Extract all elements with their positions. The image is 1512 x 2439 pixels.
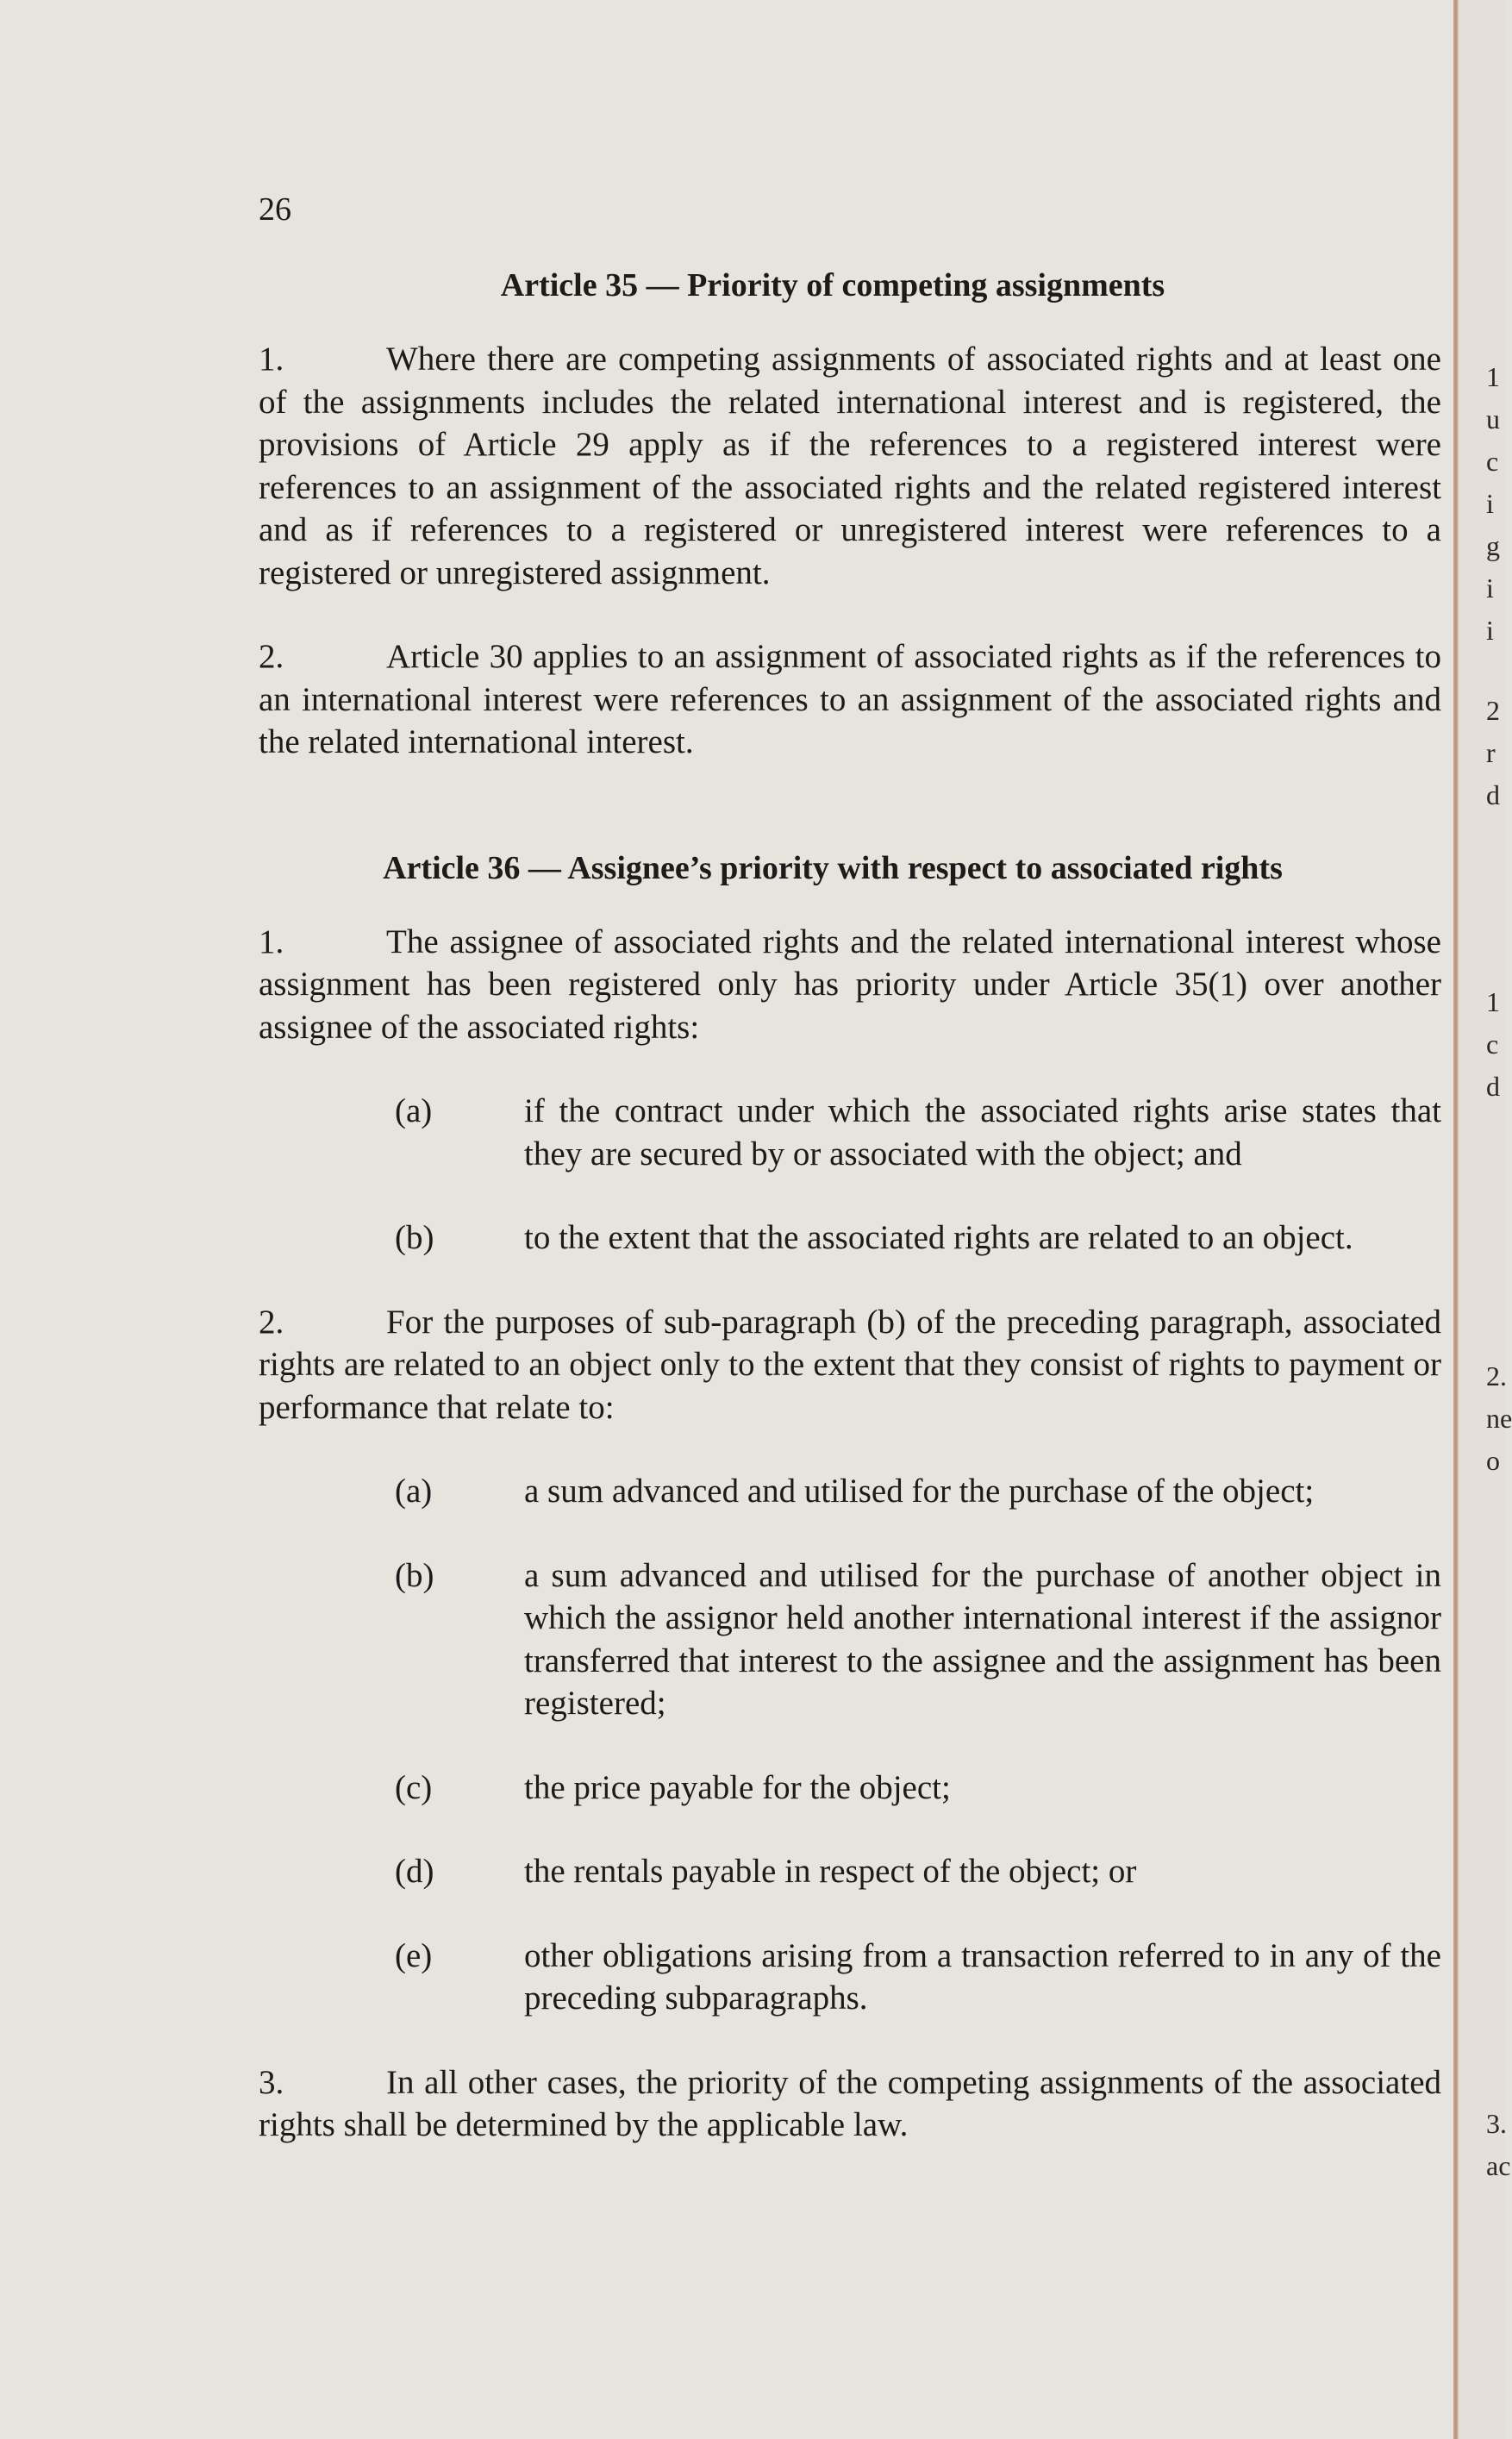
subparagraph-label: (e) [395, 1936, 433, 1974]
subparagraph-item [259, 1470, 1441, 1513]
article-35-paragraph-1 [259, 338, 1441, 594]
subparagraph-label: (a) [395, 1473, 433, 1510]
paragraph-number: 3. [259, 2063, 284, 2101]
edge-text: u [1486, 403, 1500, 435]
edge-text: r [1486, 737, 1496, 768]
subparagraph-text: the rentals payable in respect of the object; or [524, 1853, 1137, 1890]
edge-text: 2. [1486, 1360, 1507, 1391]
edge-text: 3. [1486, 2108, 1507, 2139]
edge-text: d [1486, 779, 1500, 810]
edge-text: i [1486, 488, 1494, 519]
article-35-paragraph-2 [259, 635, 1441, 764]
subparagraph-text: if the contract under which the associated rights arise states that they are secured by or associated with the object; and [524, 1092, 1441, 1173]
subparagraph-label: (b) [395, 1556, 434, 1594]
subparagraph-text: a sum advanced and utilised for the purchase of the object; [524, 1473, 1315, 1510]
subparagraph-item [259, 1767, 1441, 1810]
paragraph-text: Article 30 applies to an assignment of associated rights as if the references to an international interest were references to an assignment of the associated rights and the related international interest. [259, 638, 1441, 760]
subparagraph-item [259, 1935, 1441, 2020]
edge-text: 1 [1486, 361, 1500, 392]
edge-text: 2 [1486, 695, 1500, 726]
subparagraph-text: the price payable for the object; [524, 1768, 951, 1806]
paragraph-number: 2. [259, 638, 284, 675]
edge-text: ne [1486, 1403, 1512, 1434]
subparagraph-item [259, 1216, 1441, 1260]
paragraph-number: 1. [259, 922, 284, 960]
article-36-paragraph-3 [259, 2061, 1441, 2147]
page-content [259, 190, 1441, 2188]
edge-text: d [1486, 1071, 1500, 1102]
subparagraph-label: (b) [395, 1219, 434, 1256]
paragraph-text: For the purposes of sub-paragraph (b) of the preceding paragraph, associated rights are related to an object only to the extent that they consist of rights to payment or performance that relate to: [259, 1303, 1441, 1426]
edge-text: i [1486, 615, 1494, 646]
subparagraph-label: (a) [395, 1092, 433, 1129]
paragraph-number: 1. [259, 341, 284, 378]
subparagraph-text: to the extent that the associated rights are related to an object. [524, 1219, 1353, 1256]
subparagraph-item [259, 1554, 1441, 1725]
subparagraph-label: (d) [395, 1853, 434, 1890]
edge-text: i [1486, 572, 1494, 603]
paragraph-number: 2. [259, 1303, 284, 1341]
subparagraph-text: a sum advanced and utilised for the purchase of another object in which the assignor held another international interest if the assignor transferred that interest to the assignee and the assignment has been registered; [524, 1556, 1441, 1722]
edge-text: o [1486, 1445, 1500, 1476]
edge-text: c [1486, 446, 1499, 477]
page-number: 26 [259, 191, 291, 228]
paragraph-text: Where there are competing assignments of associated rights and at least one of the assignments includes the related international interest and is registered, the provisions of Article 29 apply as if the references to a registered interest were references to an assignment of the associated rights and the related registered interest and as if references to a registered or unregistered interest were references to a registered or unregistered assignment. [259, 341, 1441, 591]
article-35-title: Article 35 — Priority of competing assignments [500, 267, 1165, 303]
edge-text: c [1486, 1029, 1499, 1060]
edge-text: ac [1486, 2150, 1511, 2181]
subparagraph-item [259, 1850, 1441, 1893]
subparagraph-text: other obligations arising from a transaction referred to in any of the preceding subparagraphs. [524, 1936, 1441, 2017]
article-36-title: Article 36 — Assignee’s priority with respect to associated rights [383, 849, 1283, 886]
edge-text: 1 [1486, 986, 1500, 1017]
article-36-paragraph-2 [259, 1301, 1441, 1429]
article-36-paragraph-1 [259, 921, 1441, 1049]
subparagraph-label: (c) [395, 1768, 433, 1806]
subparagraph-item [259, 1090, 1441, 1175]
paragraph-text: The assignee of associated rights and the related international interest whose assignment has been registered only has priority under Article 35(1) over another assignee of the associated rights: [259, 922, 1441, 1046]
next-page-edge [1459, 0, 1512, 2439]
edge-text: g [1486, 530, 1500, 561]
paragraph-text: In all other cases, the priority of the competing assignments of the associated rights shall be determined by the applicable law. [259, 2063, 1441, 2143]
